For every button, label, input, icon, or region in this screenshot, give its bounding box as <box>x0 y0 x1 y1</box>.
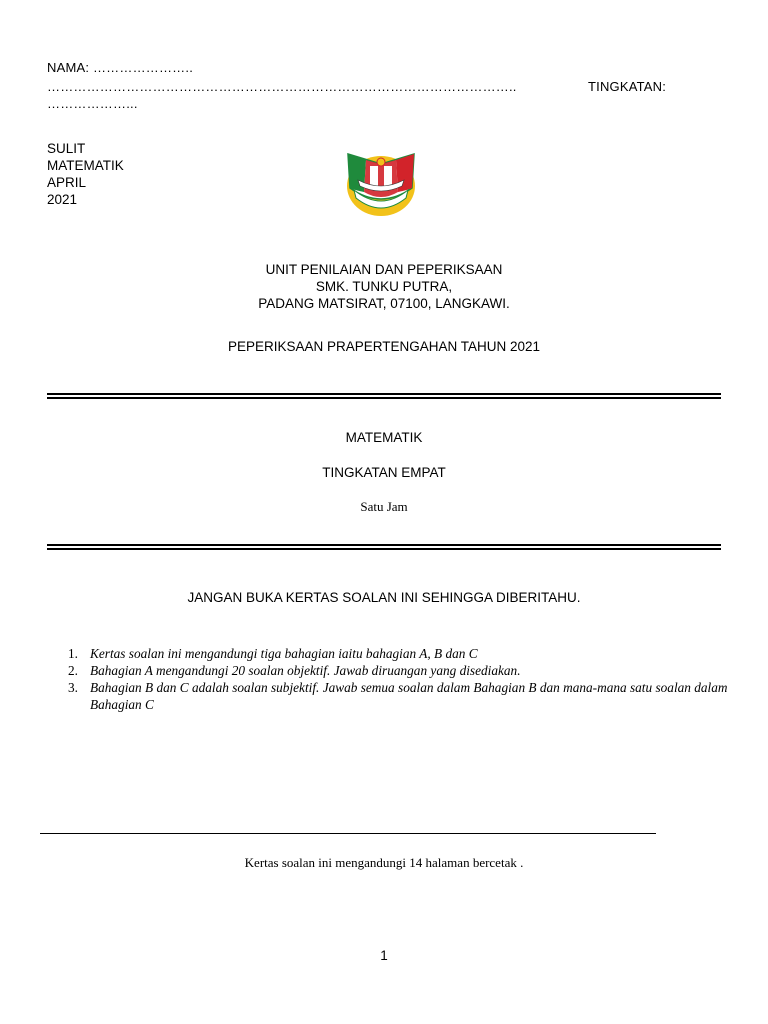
instructions-list <box>50 645 730 713</box>
instruction-text: Bahagian B dan C adalah soalan subjektif. Jawab semua soalan dalam Bahagian B dan mana-mana satu soalan dalam Bahagian C <box>90 680 728 712</box>
sulit-label: SULIT <box>47 141 86 156</box>
form-level: TINGKATAN EMPAT <box>322 465 446 480</box>
instruction-text: Bahagian A mengandungi 20 soalan objektif. Jawab diruangan yang disediakan. <box>90 663 521 678</box>
page-count-note: Kertas soalan ini mengandungi 14 halaman bercetak . <box>244 855 524 870</box>
instruction-item <box>50 662 730 679</box>
exam-title: PEPERIKSAAN PRAPERTENGAHAN TAHUN 2021 <box>227 339 541 354</box>
month-label: APRIL <box>47 175 87 190</box>
school-address: PADANG MATSIRAT, 07100, LANGKAWI. <box>258 296 510 311</box>
instruction-item <box>50 645 730 662</box>
page-number: 1 <box>380 948 388 963</box>
subject-name: MATEMATIK <box>345 430 423 445</box>
school-crest-icon <box>340 140 422 220</box>
form-field-dots: ………………... <box>47 96 138 111</box>
name-field-label: NAMA: ………………….. <box>47 60 194 75</box>
duration: Satu Jam <box>360 499 408 514</box>
instruction-text: Kertas soalan ini mengandungi tiga bahagian iaitu bahagian A, B dan C <box>90 646 478 661</box>
form-field-label: TINGKATAN: <box>588 79 667 94</box>
instruction-number: 3. <box>68 680 78 695</box>
top-double-rule <box>47 393 721 399</box>
institution-block <box>0 261 768 312</box>
school-name: SMK. TUNKU PUTRA, <box>315 279 453 294</box>
footer-rule <box>40 833 656 834</box>
name-field-dots: …………………………………………………………………………………………….. <box>47 79 517 94</box>
school-logo <box>340 140 422 220</box>
instruction-number: 1. <box>68 646 78 661</box>
instruction-item <box>50 679 730 713</box>
unit-name: UNIT PENILAIAN DAN PEPERIKSAAN <box>265 262 503 277</box>
paper-info-block <box>47 140 124 208</box>
bottom-double-rule <box>47 544 721 550</box>
subject-label: MATEMATIK <box>47 158 124 173</box>
instruction-number: 2. <box>68 663 78 678</box>
warning-notice: JANGAN BUKA KERTAS SOALAN INI SEHINGGA DIBERITAHU. <box>187 590 581 605</box>
year-label: 2021 <box>47 192 78 207</box>
